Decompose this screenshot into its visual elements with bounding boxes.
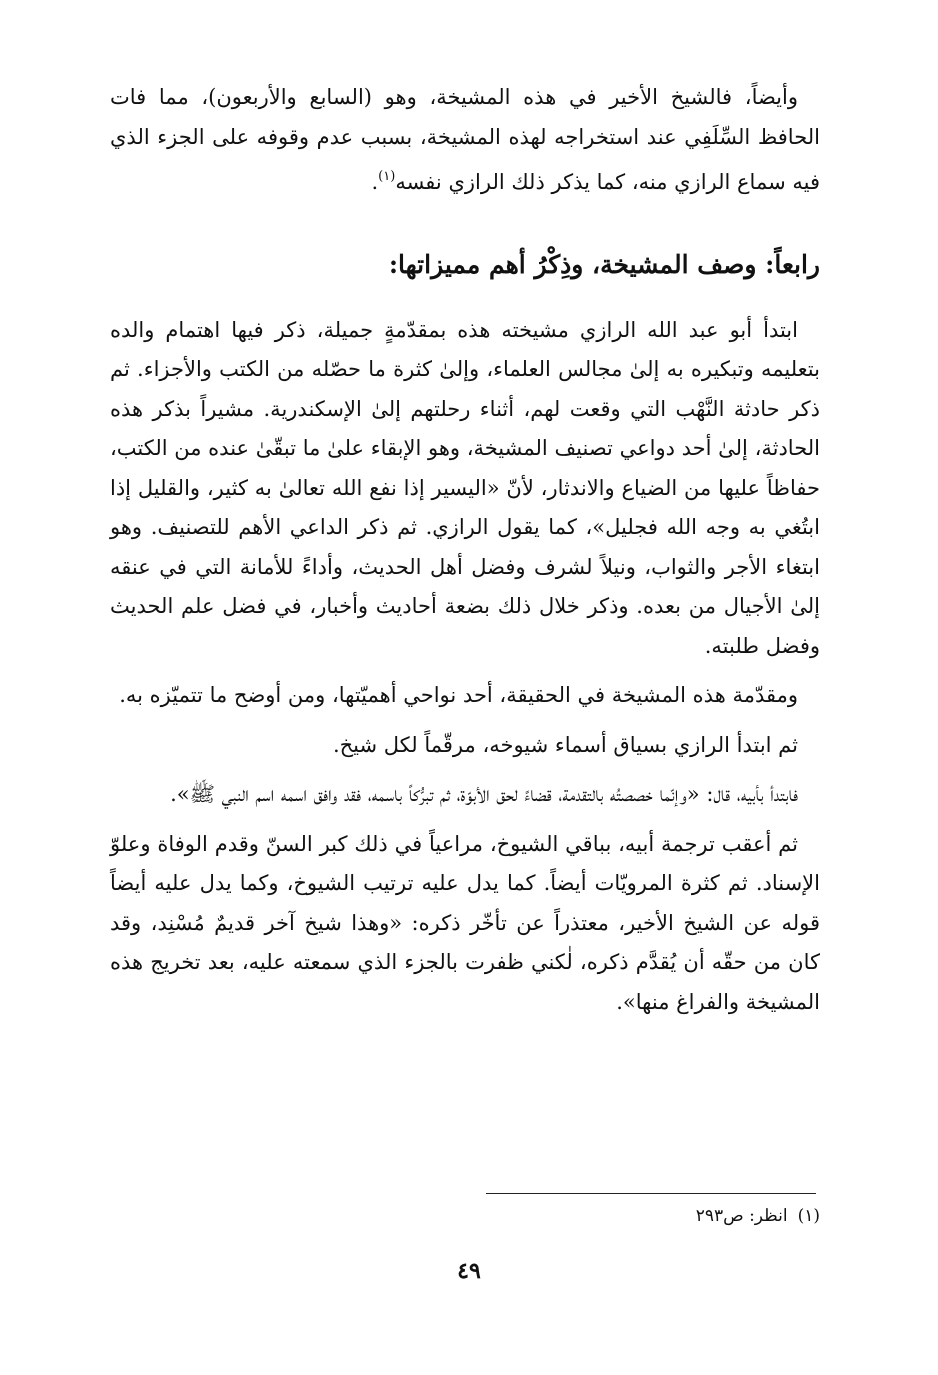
paragraph-2: ابتدأ أبو عبد الله الرازي مشيخته هذه بمقدّمةٍ جميلة، ذكر فيها اهتمام والده بتعليمه وتبكيره به إلىٰ مجالس العلماء، وإلىٰ كثرة ما حصّله من الكتب والأجزاء. ثم ذكر حادثة النَّهْب التي وقعت لهم، أثناء رحلتهم إلىٰ الإسكندرية. مشيراً بذكر هذه الحادثة، إلىٰ أحد دواعي تصنيف المشيخة، وهو الإبقاء علىٰ ما تبقّىٰ عنده من الكتب، حفاظاً عليها من الضياع والاندثار، لأنّ «اليسير إذا نفع الله تعالىٰ به كثير، والقليل إذا ابتُغي به وجه الله فجليل»، كما يقول الرازي. ثم ذكر الداعي الأهم للتصنيف. وهو ابتغاء الأجر والثواب، ونيلاً لشرف وفضل أهل الحديث، وأداءً للأمانة التي في عنقه إلىٰ الأجيال من بعده. وذكر خلال ذلك بضعة أحاديث وأخبار، في فضل علم الحديث وفضل طلبته. bbox=[110, 317, 820, 658]
section-heading: رابعاً: وصف المشيخة، وذِكْرُ أهم مميزاتها: bbox=[388, 249, 820, 279]
footnote-text: انظر: ص٢٩٣ bbox=[695, 1206, 788, 1226]
paragraph-4: ثم ابتدأ الرازي بسياق أسماء شيوخه، مرقّماً لكل شيخ. bbox=[332, 732, 798, 757]
footnote-divider bbox=[486, 1193, 816, 1194]
paragraph-1: وأيضاً، فالشيخ الأخير في هذه المشيخة، وهو (السابع والأربعون)، مما فات الحافظ السِّلَفِي عند استخراجه لهذه المشيخة، بسبب عدم وقوفه على الجزء الذي فيه سماع الرازي منه، كما يذكر ذلك الرازي نفسه$^{(١)}$. bbox=[110, 85, 820, 194]
page-body bbox=[110, 78, 820, 1022]
footnote-reference[interactable]: (١) bbox=[378, 169, 396, 184]
paragraph-3: ومقدّمة هذه المشيخة في الحقيقة، أحد نواحي أهميّتها، ومن أوضح ما تتميّزه به. bbox=[119, 683, 798, 707]
footnote-marker: (١) bbox=[797, 1206, 820, 1226]
footnote bbox=[696, 1206, 820, 1226]
paragraph-6: ثم أعقب ترجمة أبيه، بباقي الشيوخ، مراعياً في ذلك كبر السنّ وقدم الوفاة وعلوّ الإسناد. ثم كثرة المرويّات أيضاً. كما يدل عليه ترتيب الشيوخ، وكما يدل عليه أيضاً قوله عن الشيخ الأخير، معتذراً عن تأخّر ذكره: «وهذا شيخ آخر قديمٌ مُسْنِد، وقد كان من حقّه أن يُقدَّم ذكره، لٰكني ظفرت بالجزء الذي سمعته عليه، بعد تخريج هذه المشيخة والفراغ منها». bbox=[110, 831, 820, 1014]
page-number: ٤٩ bbox=[457, 1258, 481, 1284]
paragraph-5: فابتدأ بأبيه، قال: «وإنّما خصصتُه بالتقدمة، قضاءً لحق الأبوّة، ثم تبرُّكاً باسمه، فقد وافق اسمه اسم النبي ﷺ». bbox=[170, 782, 798, 806]
